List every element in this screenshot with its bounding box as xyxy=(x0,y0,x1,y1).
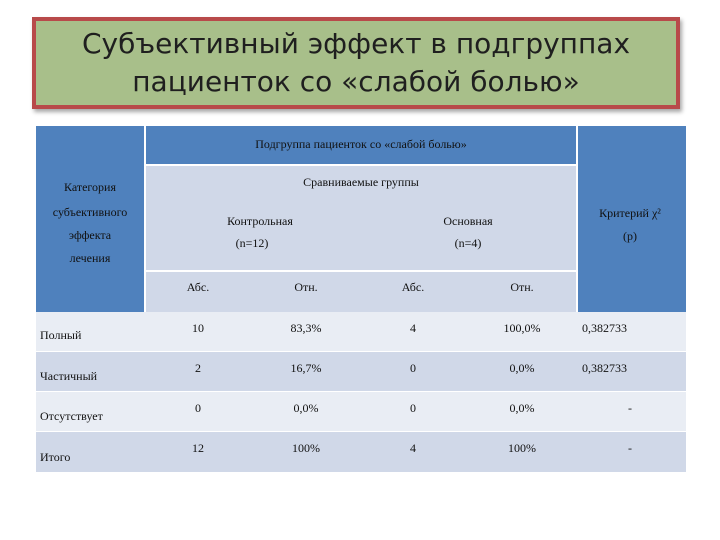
row-control-rel: 83,3% xyxy=(290,321,322,335)
title-line-1: Субъективный эффект в подгруппах xyxy=(81,27,631,60)
table-row xyxy=(36,432,686,472)
row-category: Частичный xyxy=(40,369,98,383)
subgroup-header: Подгруппа пациенток со «слабой болью» xyxy=(255,137,467,151)
row-main-abs: 4 xyxy=(410,321,416,335)
criterion-p: (p) xyxy=(623,229,637,243)
row-main-rel: 0,0% xyxy=(509,361,535,375)
control-group-label: Контрольная xyxy=(227,214,293,228)
control-group-n: (n=12) xyxy=(235,236,269,250)
row-control-abs: 10 xyxy=(192,321,204,335)
main-group-n: (n=4) xyxy=(454,236,482,250)
row-control-rel: 0,0% xyxy=(293,401,319,415)
row-main-rel: 0,0% xyxy=(509,401,535,415)
subheader-control-abs: Абс. xyxy=(186,280,210,294)
row-control-rel: 16,7% xyxy=(290,361,322,375)
row-p-value: - xyxy=(628,401,632,415)
row-category: Полный xyxy=(40,328,82,342)
row-main-abs: 4 xyxy=(410,441,416,455)
category-header-line-4: лечения xyxy=(69,251,111,265)
row-divider xyxy=(36,391,686,392)
row-control-abs: 0 xyxy=(195,401,201,415)
row-main-rel: 100% xyxy=(508,441,536,455)
category-header-line-2: субъективного xyxy=(52,205,128,219)
subheader-main-rel: Отн. xyxy=(510,280,534,294)
row-divider xyxy=(36,351,686,352)
row-p-value: 0,382733 xyxy=(582,321,627,335)
subheader-main-abs: Абс. xyxy=(401,280,425,294)
category-header-line-1: Категория xyxy=(64,180,116,194)
row-p-value: - xyxy=(628,441,632,455)
table-row xyxy=(36,392,686,432)
slide-title xyxy=(32,17,680,109)
row-control-rel: 100% xyxy=(292,441,320,455)
criterion-label: Критерий χ² xyxy=(599,206,661,220)
compared-groups-header: Сравниваемые группы xyxy=(303,175,419,189)
row-p-value: 0,382733 xyxy=(582,361,627,375)
subheader-control-rel: Отн. xyxy=(294,280,318,294)
category-header-line-3: эффекта xyxy=(68,228,112,242)
row-control-abs: 2 xyxy=(195,361,201,375)
row-divider xyxy=(36,431,686,432)
row-main-rel: 100,0% xyxy=(503,321,541,335)
main-group-label: Основная xyxy=(443,214,493,228)
row-control-abs: 12 xyxy=(192,441,204,455)
row-category: Итого xyxy=(40,450,71,464)
row-main-abs: 0 xyxy=(410,361,416,375)
row-main-abs: 0 xyxy=(410,401,416,415)
row-category: Отсутствует xyxy=(40,409,103,423)
title-line-2: пациенток со «слабой болью» xyxy=(132,65,580,98)
